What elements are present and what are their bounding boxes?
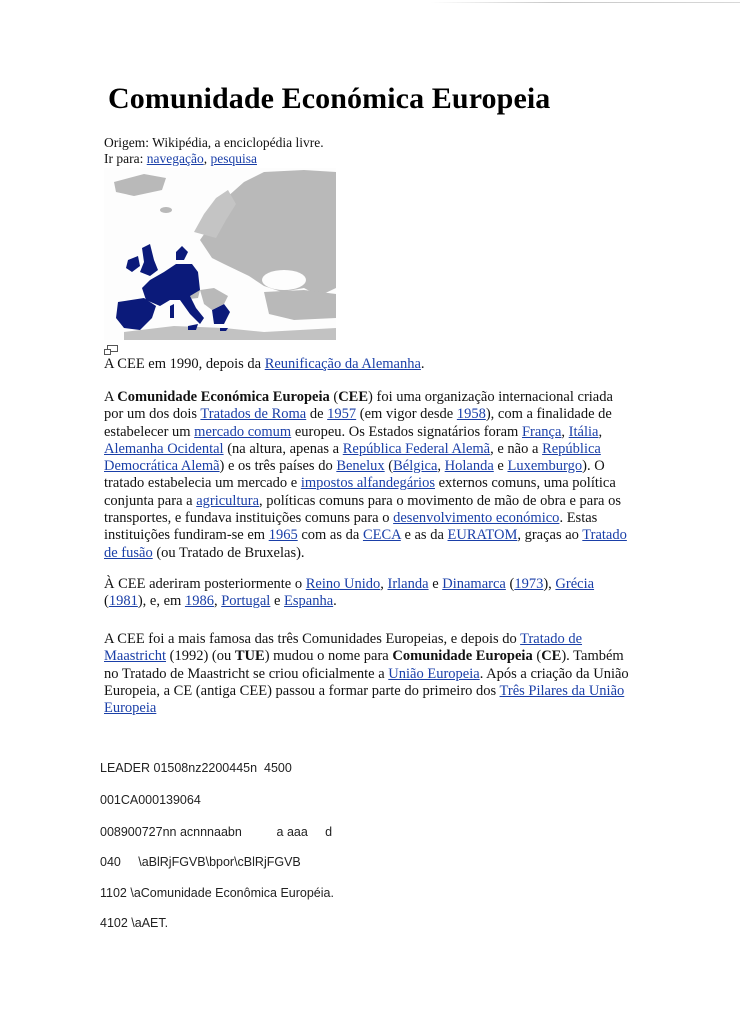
text-run: ), com a finalidade de estabelecer um [104, 406, 612, 440]
bold-term: Comunidade Europeia [392, 648, 533, 665]
text-run: europeu. Os Estados signatários foram [291, 423, 522, 440]
text-run: , [437, 458, 445, 475]
text-run: , [213, 593, 222, 610]
article-link[interactable]: Irlanda [387, 576, 429, 592]
text-run: (em vigor desde [356, 406, 457, 423]
article-link[interactable]: 1973 [514, 576, 544, 592]
article-link[interactable]: Tratado de Maastricht [104, 631, 583, 665]
article-link[interactable]: Alemanha Ocidental [104, 440, 224, 457]
text-run: ( [329, 389, 339, 405]
article-link[interactable]: 1986 [184, 593, 214, 610]
article-link[interactable]: impostos alfandegários [300, 475, 435, 492]
marc-field-410: 4102 \aAET. [100, 916, 169, 930]
article-link[interactable]: 1957 [327, 406, 357, 423]
article-link[interactable]: 1981 [108, 593, 138, 610]
article-link[interactable]: Holanda [444, 458, 494, 475]
marc-field-110: 1102 \aComunidade Econômica Européia. [100, 886, 334, 900]
paragraph-intro [104, 389, 634, 562]
marc-leader: LEADER 01508nz2200445n 4500 [100, 761, 292, 775]
bold-term: CEE [338, 389, 369, 405]
search-link[interactable]: pesquisa [210, 151, 257, 166]
navigation-link[interactable]: navegação [146, 151, 204, 166]
goto-line [104, 151, 324, 167]
text-run: de [306, 406, 328, 423]
text-run: . Estas instituições fundiram-se em [104, 510, 598, 544]
text-run: ), [543, 576, 556, 592]
bold-term: CE [541, 648, 562, 665]
article-link[interactable]: República Federal Alemã [342, 440, 491, 457]
text-run: e [493, 458, 508, 475]
origin-line: Origem: Wikipédia, a enciclopédia livre. [104, 135, 324, 150]
text-run: , políticas comuns para o movimento de mão de obra e para os transportes, e fundava instituições comuns para o [104, 492, 622, 527]
article-link[interactable]: Tratados de Roma [200, 406, 307, 423]
marc-field-001: 001CA000139064 [100, 793, 201, 807]
article-link[interactable]: agricultura [196, 492, 260, 509]
article-link[interactable]: Luxemburgo [507, 458, 583, 475]
article-link[interactable]: mercado comum [194, 423, 292, 440]
text-run: ( [505, 576, 515, 592]
text-run: ), e, em [137, 593, 185, 610]
article-link[interactable]: desenvolvimento económico [393, 510, 560, 527]
text-run: . [333, 593, 337, 610]
text-run: ) foi uma organização internacional criada por um dos dois [104, 389, 613, 423]
article-meta [104, 135, 324, 167]
article-link[interactable]: Bélgica [393, 458, 438, 475]
article-link[interactable]: Três Pilares da União Europeia [104, 682, 625, 717]
text-run: A [104, 389, 118, 405]
text-run: e as da [400, 527, 448, 544]
map-black-sea [262, 270, 306, 290]
text-run: , graças ao [517, 527, 583, 544]
text-run: externos comuns, uma política conjunta para a [104, 475, 616, 509]
article-link[interactable]: Grécia [555, 576, 595, 592]
article-link[interactable]: Dinamarca [442, 576, 506, 592]
page-title: Comunidade Económica Europeia [108, 82, 551, 115]
text-run: e [270, 593, 285, 610]
article-link[interactable]: 1958 [456, 406, 486, 423]
text-run: ) e os três países do [219, 458, 337, 475]
text-run: ( [104, 593, 109, 610]
paragraph-maastricht [104, 631, 634, 717]
map-faroe [160, 207, 172, 213]
text-run: com as da [297, 527, 363, 544]
scan-edge-line [430, 2, 740, 3]
map-caption [104, 356, 425, 373]
text-run: (ou Tratado de Bruxelas). [152, 544, 305, 561]
article-link[interactable]: Portugal [221, 593, 271, 610]
text-run: , [380, 576, 388, 592]
goto-separator: , [203, 151, 211, 166]
text-run: ) mudou o nome para [264, 648, 393, 665]
text-run: e [428, 576, 443, 592]
article-link[interactable]: Espanha [284, 593, 334, 610]
article-link[interactable]: Benelux [336, 458, 385, 475]
text-run: (1992) (ou [166, 648, 235, 665]
article-link[interactable]: França [521, 423, 562, 440]
text-run: , e não a [490, 440, 543, 457]
bold-term: TUE [234, 648, 265, 665]
text-run: ( [384, 458, 394, 475]
article-link[interactable]: Tratado de fusão [104, 527, 627, 561]
enlarge-icon[interactable] [104, 345, 118, 355]
caption-text: A CEE em 1990, depois da [104, 356, 265, 372]
text-run: , [561, 423, 569, 440]
article-link[interactable]: CECA [362, 527, 401, 544]
text-run: ). O tratado estabelecia um mercado e [104, 458, 605, 492]
article-link[interactable]: Reino Unido [305, 576, 381, 592]
text-run: (na altura, apenas a [223, 440, 343, 457]
caption-link[interactable]: Reunificação da Alemanha [264, 356, 421, 372]
text-run: , [598, 423, 603, 440]
text-run: ( [532, 648, 542, 665]
article-link[interactable]: EURATOM [447, 527, 518, 544]
article-link[interactable]: 1965 [268, 527, 298, 544]
bold-term: Comunidade Económica Europeia [117, 389, 330, 405]
marc-field-008: 008900727nn acnnnaabn a aaa d [100, 825, 333, 839]
eec-map-image[interactable] [104, 168, 336, 340]
text-run: ). Também no Tratado de Maastricht se criou oficialmente a [104, 648, 624, 682]
article-link[interactable]: República Democrática Alemã [104, 440, 601, 475]
europe-map-svg [104, 168, 336, 340]
goto-prefix: Ir para: [104, 151, 147, 166]
marc-field-040: 040 \aBlRjFGVB\bpor\cBlRjFGVB [100, 855, 301, 869]
article-link[interactable]: Itália [568, 423, 599, 440]
text-run: . Após a criação da União Europeia, a CE (antiga CEE) passou a formar parte do primeiro dos [104, 665, 629, 699]
text-run: A CEE foi a mais famosa das três Comunidades Europeias, e depois do [104, 631, 521, 647]
paragraph-enlargement [104, 576, 634, 611]
text-run: À CEE aderiram posteriormente o [104, 576, 306, 592]
map-sardinia [170, 304, 174, 318]
caption-end: . [420, 356, 425, 372]
article-link[interactable]: União Europeia [388, 665, 480, 682]
